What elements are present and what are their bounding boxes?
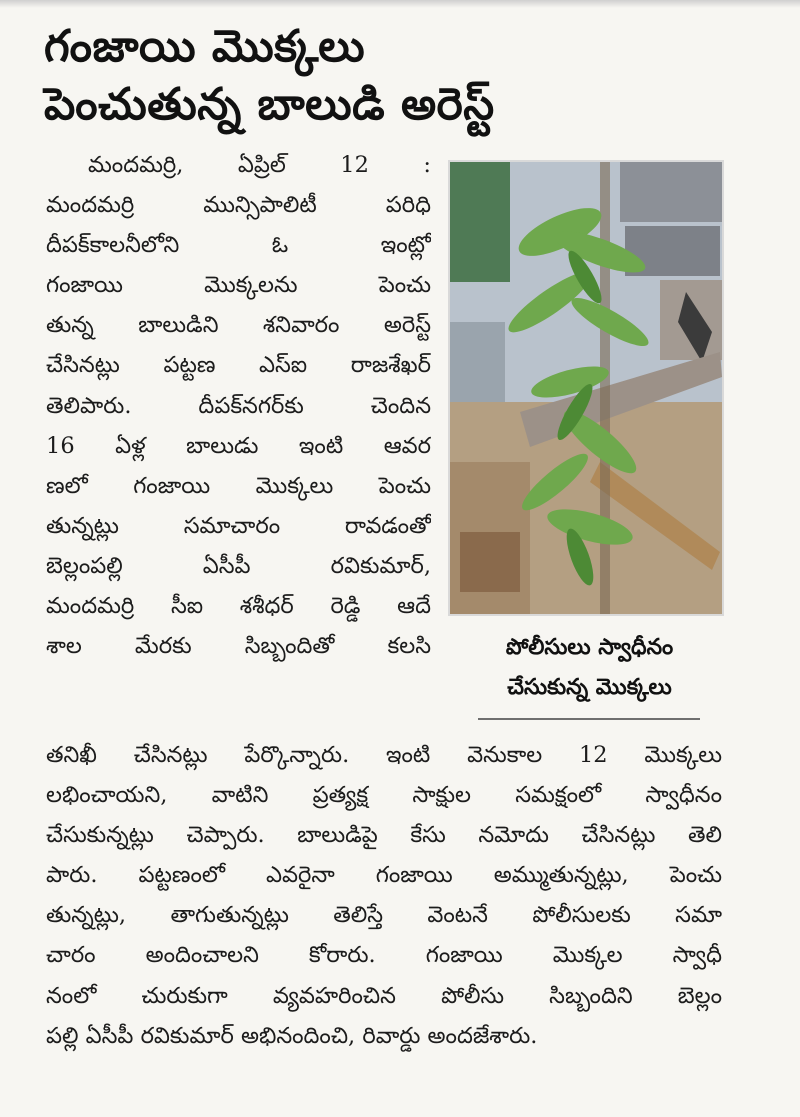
headline-line-2: పెంచుతున్న బాలుడి అరెస్ట్	[44, 79, 495, 130]
body-line: తున్నట్లు, తాగుతున్నట్లు తెలిస్తే వెంటనే పోలీసులకు సమా	[46, 902, 722, 929]
article-body-full-width	[46, 735, 722, 1056]
photo-caption	[462, 628, 717, 708]
caption-underline	[478, 718, 700, 720]
body-line: చేసినట్లు పట్టణ ఎస్ఐ రాజశేఖర్	[46, 352, 431, 379]
body-line: నంలో చురుకుగా వ్యవహరించిన పోలీసు సిబ్బందిని బెల్లం	[46, 982, 722, 1009]
body-line: తున్న బాలుడిని శనివారం అరెస్ట్	[46, 312, 431, 339]
article-body-column	[46, 145, 431, 666]
body-line: శాల మేరకు సిబ్బందితో కలసి	[46, 633, 431, 660]
body-line: మందమర్రి సీఐ శశీధర్ రెడ్డి ఆదే	[46, 593, 431, 620]
plants-photo-illustration	[450, 162, 722, 614]
caption-line: పోలీసులు స్వాధీనం	[505, 635, 674, 660]
news-photo	[448, 160, 724, 616]
headline-line-1: గంజాయి మొక్కలు	[44, 21, 366, 72]
body-line: తున్నట్లు సమాచారం రావడంతో	[46, 512, 431, 539]
body-line: చేసుకున్నట్లు చెప్పారు. బాలుడిపై కేసు నమోదు చేసినట్లు తెలి	[46, 822, 722, 849]
body-line: బెల్లంపల్లి ఏసీపీ రవికుమార్,	[46, 552, 431, 579]
body-line: ణలో గంజాయి మొక్కలు పెంచు	[46, 472, 431, 499]
body-line: లభించాయని, వాటిని ప్రత్యక్ష సాక్షుల సమక్షంలో స్వాధీనం	[46, 782, 722, 809]
body-line: తనిఖీ చేసినట్లు పేర్కొన్నారు. ఇంటి వెనుకాల 12 మొక్కలు	[46, 742, 722, 768]
body-line: పారు. పట్టణంలో ఎవరైనా గంజాయి అమ్ముతున్నట్లు, పెంచు	[46, 862, 722, 889]
body-line: పల్లి ఏసీపీ రవికుమార్ అభినందించి, రివార్డు అందజేశారు.	[46, 1022, 538, 1049]
body-line: మందమర్రి, ఏప్రిల్ 12 :	[88, 152, 431, 178]
article-headline	[44, 18, 764, 134]
body-line: చారం అందించాలని కోరారు. గంజాయి మొక్కల స్వాధీ	[46, 942, 722, 969]
body-line: దీపక్‌కాలనీలోని ఓ ఇంట్లో	[46, 232, 431, 259]
clipped-previous-text-edge	[0, 0, 800, 8]
body-line: 16 ఏళ్ల బాలుడు ఇంటి ఆవర	[46, 432, 431, 459]
body-line: గంజాయి మొక్కలను పెంచు	[46, 272, 431, 299]
body-line: తెలిపారు. దీపక్‌నగర్‌కు చెందిన	[46, 392, 431, 419]
caption-line: చేసుకున్న మొక్కలు	[507, 675, 672, 700]
body-line: మందమర్రి మున్సిపాలిటీ పరిధి	[46, 192, 431, 219]
